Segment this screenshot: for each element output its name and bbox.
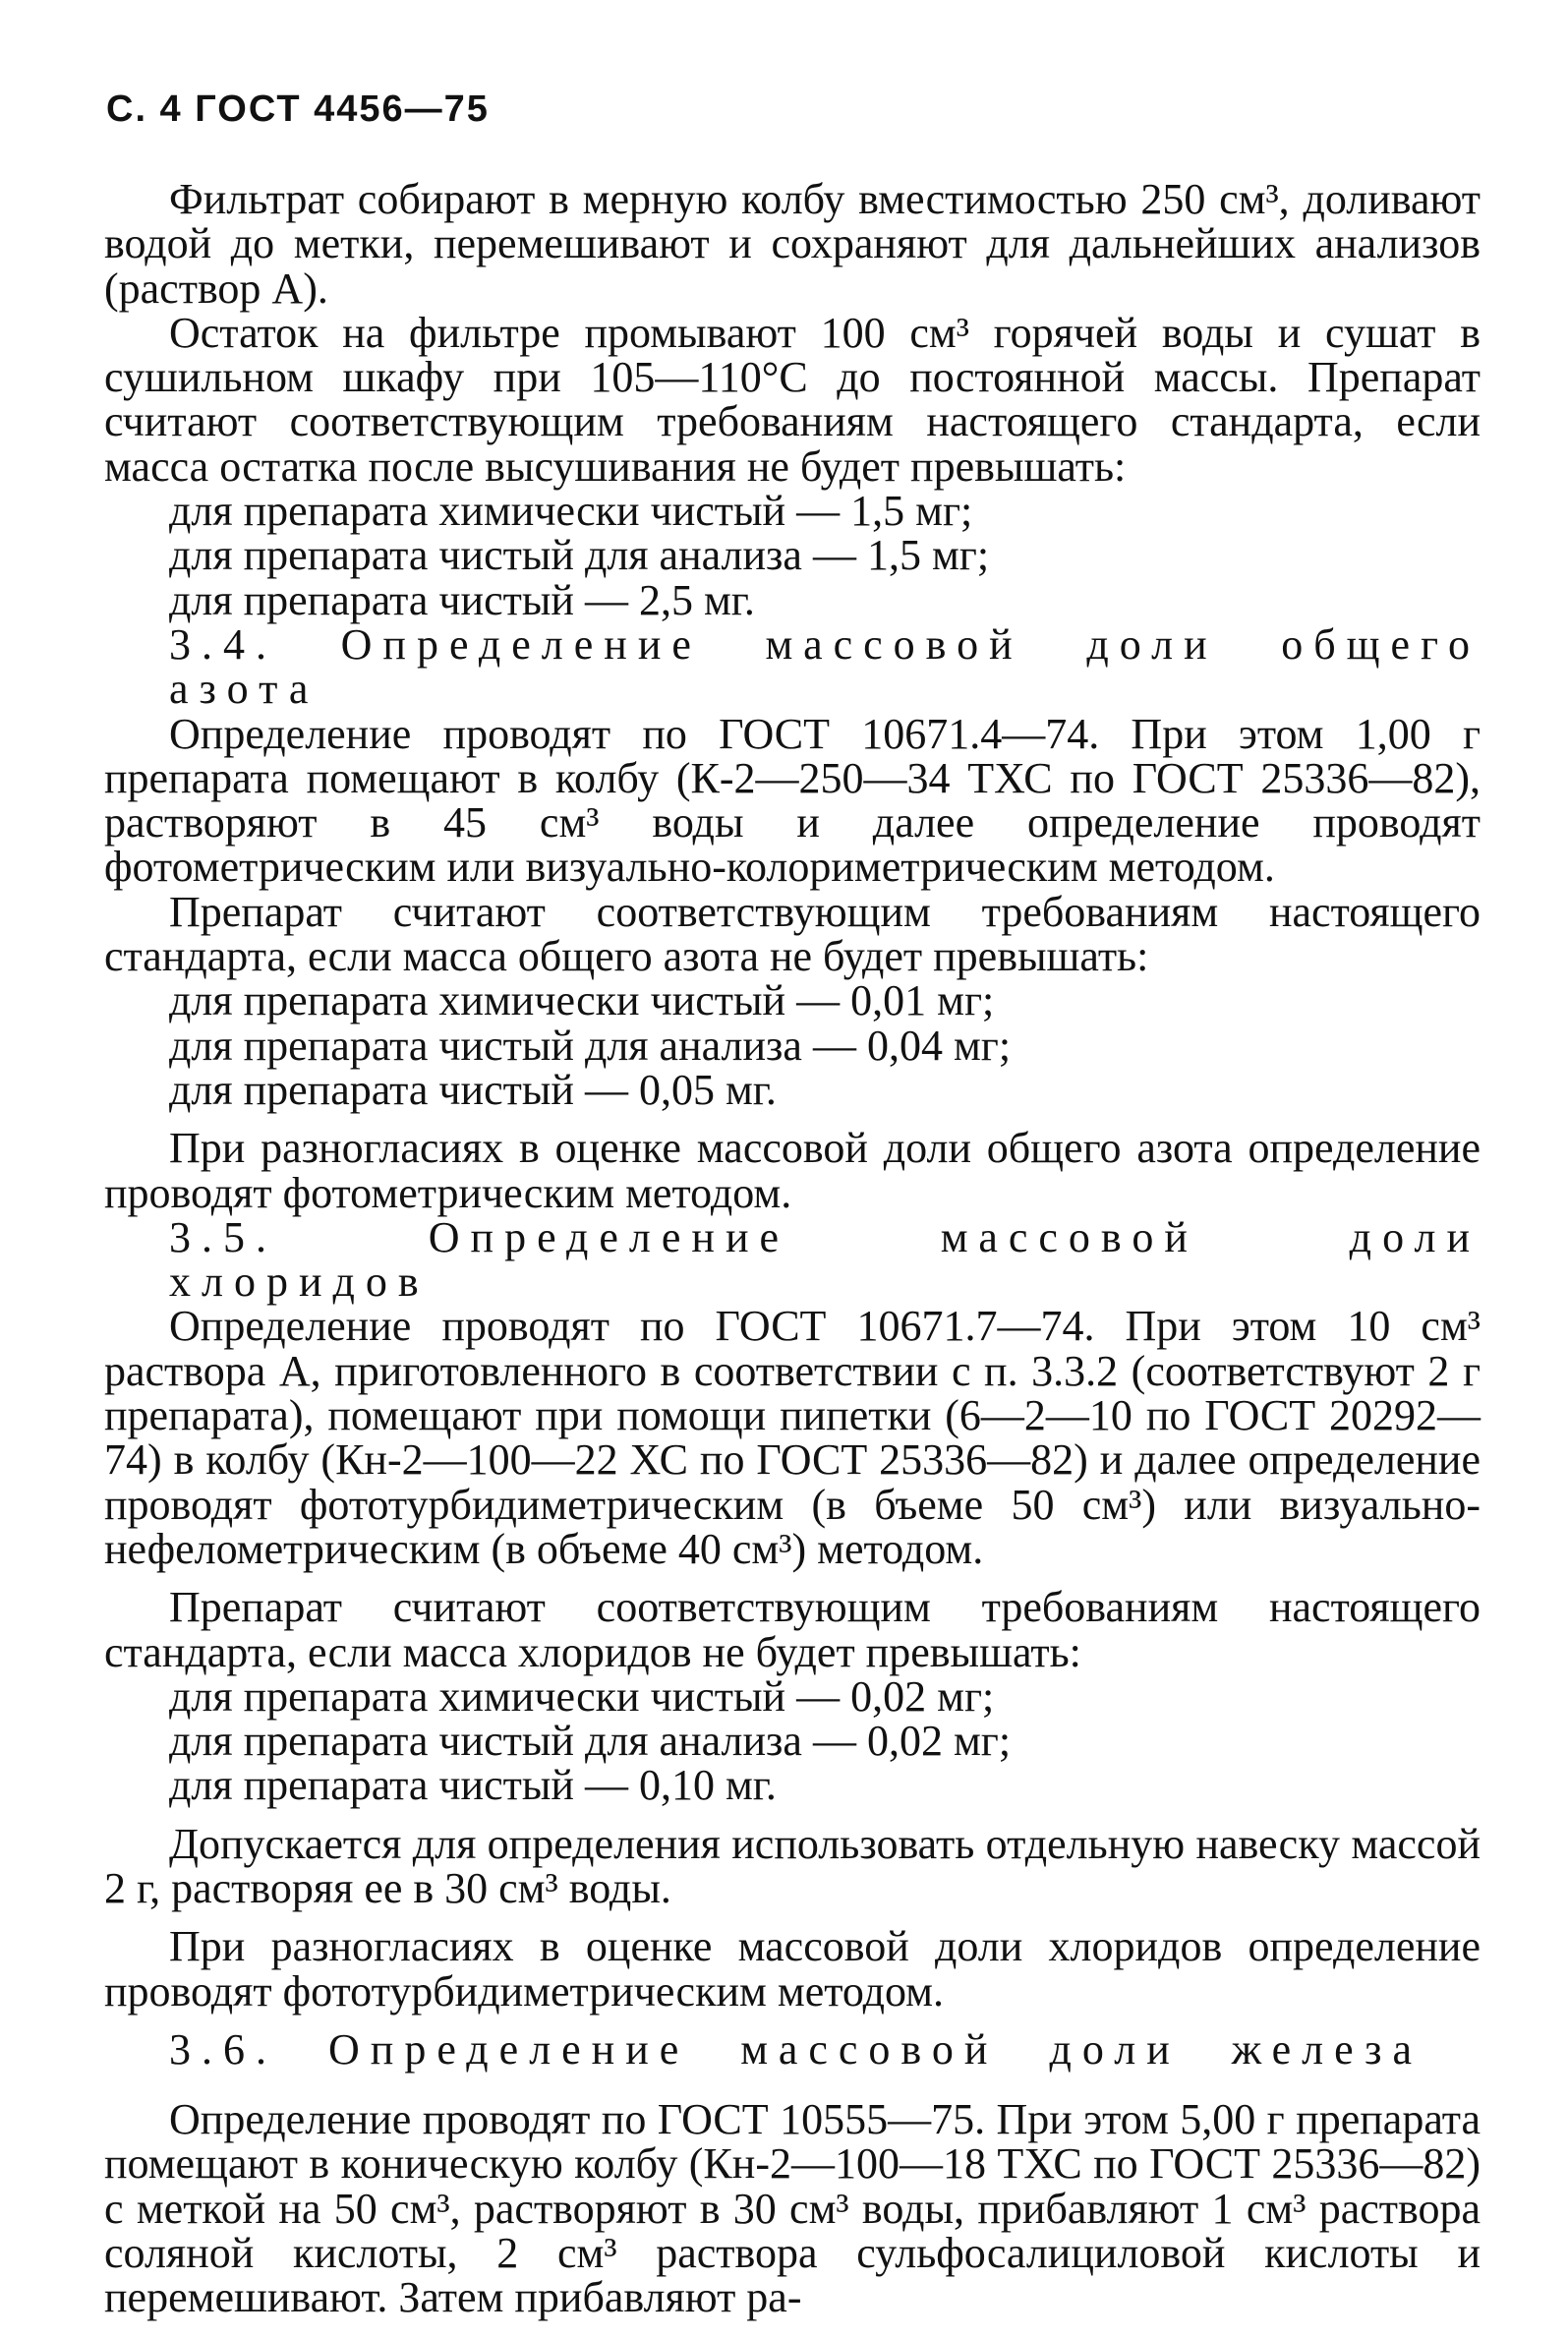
paragraph-nitrogen-dispute: При разногласиях в оценке массовой доли общего азота определение проводят фотометрическим методом. [104, 1124, 1481, 1217]
list-item: для препарата чистый для анализа — 0,02 мг; [169, 1717, 1012, 1766]
document-body [104, 177, 1481, 2320]
list-item: для препарата химически чистый — 0,02 мг; [169, 1671, 995, 1721]
paragraph-chlorides-separate-sample: Допускается для определения использовать отдельную навеску массой 2 г, растворяя ее в 30 см³ воды. [104, 1819, 1481, 1912]
list-item: для препарата чистый для анализа — 0,04 мг; [169, 1021, 1012, 1070]
list-item: для препарата химически чистый — 0,01 мг; [169, 976, 995, 1025]
list-item: для препарата чистый — 0,10 мг. [169, 1761, 777, 1810]
list-item: для препарата чистый для анализа — 1,5 мг; [169, 531, 990, 580]
list-item: для препарата чистый — 0,05 мг. [169, 1065, 777, 1114]
paragraph-chlorides-requirements: Препарат считают соответствующим требованиям настоящего стандарта, если масса хлоридов не будет превышать: [104, 1583, 1481, 1676]
paragraph-chlorides-dispute: При разногласиях в оценке массовой доли хлоридов определение проводят фототурбидиметрическим методом. [104, 1922, 1481, 2016]
paragraph-filtrate: Фильтрат собирают в мерную колбу вместимостью 250 см³, доливают водой до метки, перемешивают и сохраняют для дальнейших анализов (раствор А). [104, 175, 1481, 313]
paragraph-nitrogen-requirements: Препарат считают соответствующим требованиям настоящего стандарта, если масса общего азота не будет превышать: [104, 887, 1481, 981]
section-heading-3-5: 3.5. Определение массовой доли хлоридов [169, 1212, 1481, 1307]
paragraph-nitrogen-method: Определение проводят по ГОСТ 10671.4—74. При этом 1,00 г препарата помещают в колбу (К-2—250—34 ТХС по ГОСТ 25336—82), растворяют в 45 см³ воды и далее определение проводят фотометрическим или визуально-колориметрическим методом. [104, 709, 1481, 892]
paragraph-chlorides-method: Определение проводят по ГОСТ 10671.7—74. При этом 10 см³ раствора А, приготовленного в соответствии с п. 3.3.2 (соответствуют 2 г препарата), помещают при помощи пипетки (6—2—10 по ГОСТ 20292—74) в колбу (Кн-2—100—22 ХС по ГОСТ 25336—82) и далее определение проводят фототурбидиметрическим (в бъеме 50 см³) или визуально-нефелометрическим (в объеме 40 см³) методом. [104, 1302, 1481, 1573]
list-item: для препарата химически чистый — 1,5 мг; [169, 487, 973, 536]
paragraph-residue: Остаток на фильтре промывают 100 см³ горячей воды и сушат в сушильном шкафу при 105—110°С до постоянной массы. Препарат считают соответствующим требованиям настоящего стандарта, если масса остатка после высушивания не будет превышать: [104, 308, 1481, 491]
section-heading-3-4: 3.4. Определение массовой доли общего азота [169, 619, 1481, 714]
paragraph-iron-method: Определение проводят по ГОСТ 10555—75. При этом 5,00 г препарата помещают в коническую колбу (Кн-2—100—18 ТХС по ГОСТ 25336—82) с меткой на 50 см³, растворяют в 30 см³ воды, прибавляют 1 см³ раствора соляной кислоты, 2 см³ раствора сульфосалициловой кислоты и перемешивают. Затем прибавляют ра- [104, 2095, 1481, 2322]
section-heading-3-6: 3.6. Определение массовой доли железа [169, 2024, 1423, 2074]
list-item: для препарата чистый — 2,5 мг. [169, 575, 755, 624]
page-header: С. 4 ГОСТ 4456—75 [106, 88, 490, 130]
